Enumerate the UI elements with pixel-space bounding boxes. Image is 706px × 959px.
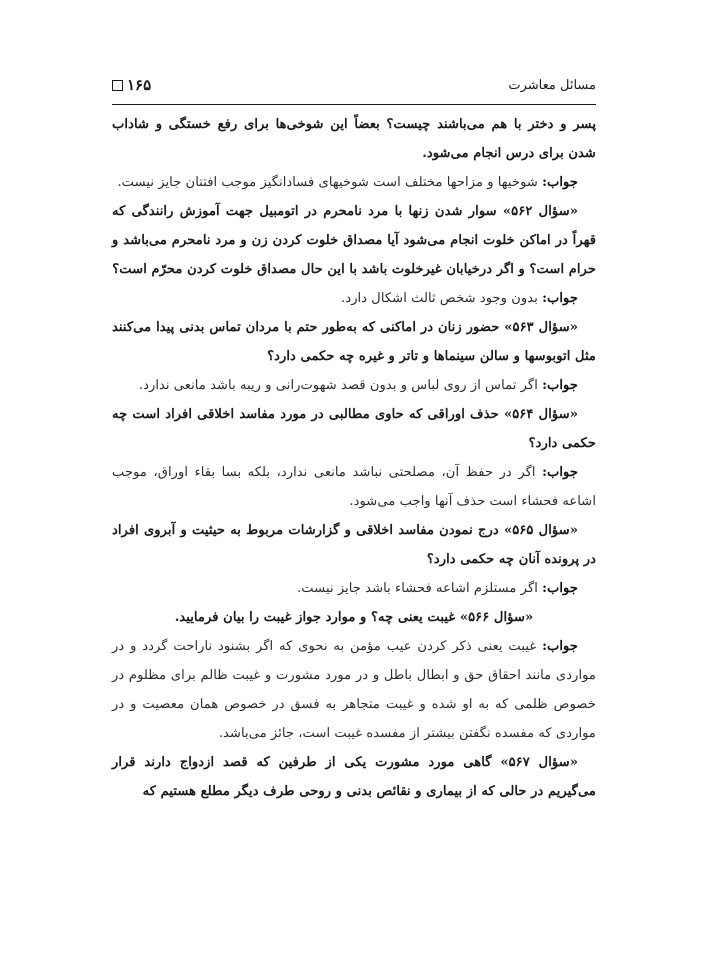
question-text: «سؤال ۵۶۴» حذف اوراقی که حاوی مطالبی در مورد مفاسد اخلاقی افراد است چه حکمی دارد؟ (112, 407, 596, 451)
answer-label: جواب: (542, 581, 578, 596)
answer-paragraph (112, 168, 596, 197)
running-title: مسائل معاشرت (508, 78, 596, 93)
question-paragraph (112, 516, 596, 574)
header-rule (112, 104, 596, 105)
question-text: «سؤال ۵۶۲» سوار شدن زنها با مرد نامحرم در اتومبیل جهت آموزش رانندگی که قهراً در اماکن خلوت انجام می‌شود آیا مصداق خلوت کردن زن و مرد نامحرم می‌باشد و حرام است؟ و اگر درخیابان غیرخلوت باشد با این حال مصداق خلوت کردن محرّم است؟ (112, 204, 596, 277)
answer-text: غیبت یعنی ذکر کردن عیب مؤمن به نحوی که اگر بشنود ناراحت گردد و در مواردی مانند احقاق حق و ابطال باطل و در مورد مشورت و غیبت ظالم برای مظلوم در خصوص ظلمی که به او شده و غیبت متجاهر به فسق در خصوص همان معصیت و در مواردی که مفسده نگفتن بیشتر از مفسده غیبت است، جائز می‌باشد. (112, 639, 596, 741)
question-text: «سؤال ۵۶۳» حضور زنان در اماکنی که به‌طور حتم با مردان تماس بدنی پیدا می‌کنند مثل اتوبوسها و سالن سینماها و تاتر و غیره چه حکمی دارد؟ (112, 320, 596, 364)
answer-text: اگر مستلزم اشاعه فحشاء باشد جایز نیست. (297, 581, 543, 596)
page-number-text: ۱۶۵ (127, 76, 152, 94)
page-body (112, 110, 596, 806)
answer-paragraph (112, 458, 596, 516)
answer-paragraph (112, 371, 596, 400)
answer-text: اگر در حفظ آن، مصلحتی نباشد مانعی ندارد، بلکه بسا بقاء اوراق، موجب اشاعه فحشاء است حذف آنها واجب می‌شود. (112, 465, 596, 509)
page-header (112, 76, 596, 100)
answer-paragraph (112, 284, 596, 313)
question-paragraph (112, 110, 596, 168)
question-text: «سؤال ۵۶۵» درج نمودن مفاسد اخلاقی و گزارشات مربوط به حیثیت و آبروی افراد در پرونده آنان چه حکمی دارد؟ (112, 523, 596, 567)
question-paragraph (112, 603, 596, 632)
answer-text: شوخیها و مزاحها مختلف است شوخیهای فسادانگیز موجب افتتان جایز نیست. (117, 175, 543, 190)
page-number (112, 76, 151, 94)
answer-text: اگر تماس از روی لباس و بدون قصد شهوت‌رانی و ریبه باشد مانعی ندارد. (138, 378, 543, 393)
answer-paragraph (112, 632, 596, 748)
answer-paragraph (112, 574, 596, 603)
square-ornament-icon (112, 80, 123, 91)
answer-label: جواب: (542, 175, 578, 190)
answer-label: جواب: (542, 378, 578, 393)
question-paragraph (112, 197, 596, 284)
question-paragraph (112, 748, 596, 806)
answer-label: جواب: (542, 465, 578, 480)
question-paragraph (112, 400, 596, 458)
answer-label: جواب: (542, 639, 578, 654)
question-text: «سؤال ۵۶۷» گاهی مورد مشورت یکی از طرفین که قصد ازدواج دارند قرار می‌گیریم در حالی که از بیماری و نقائص بدنی و روحی طرف دیگر مطلع هستیم که (112, 755, 596, 799)
answer-label: جواب: (542, 291, 578, 306)
question-paragraph (112, 313, 596, 371)
answer-text: بدون وجود شخص ثالث اشکال دارد. (341, 291, 543, 306)
question-text: پسر و دختر با هم می‌باشند چیست؟ بعضاً این شوخی‌ها برای رفع خستگی و شاداب شدن برای درس انجام می‌شود. (112, 117, 596, 161)
question-text: «سؤال ۵۶۶» غیبت یعنی چه؟ و موارد جواز غیبت را بیان فرمایید. (174, 610, 534, 625)
